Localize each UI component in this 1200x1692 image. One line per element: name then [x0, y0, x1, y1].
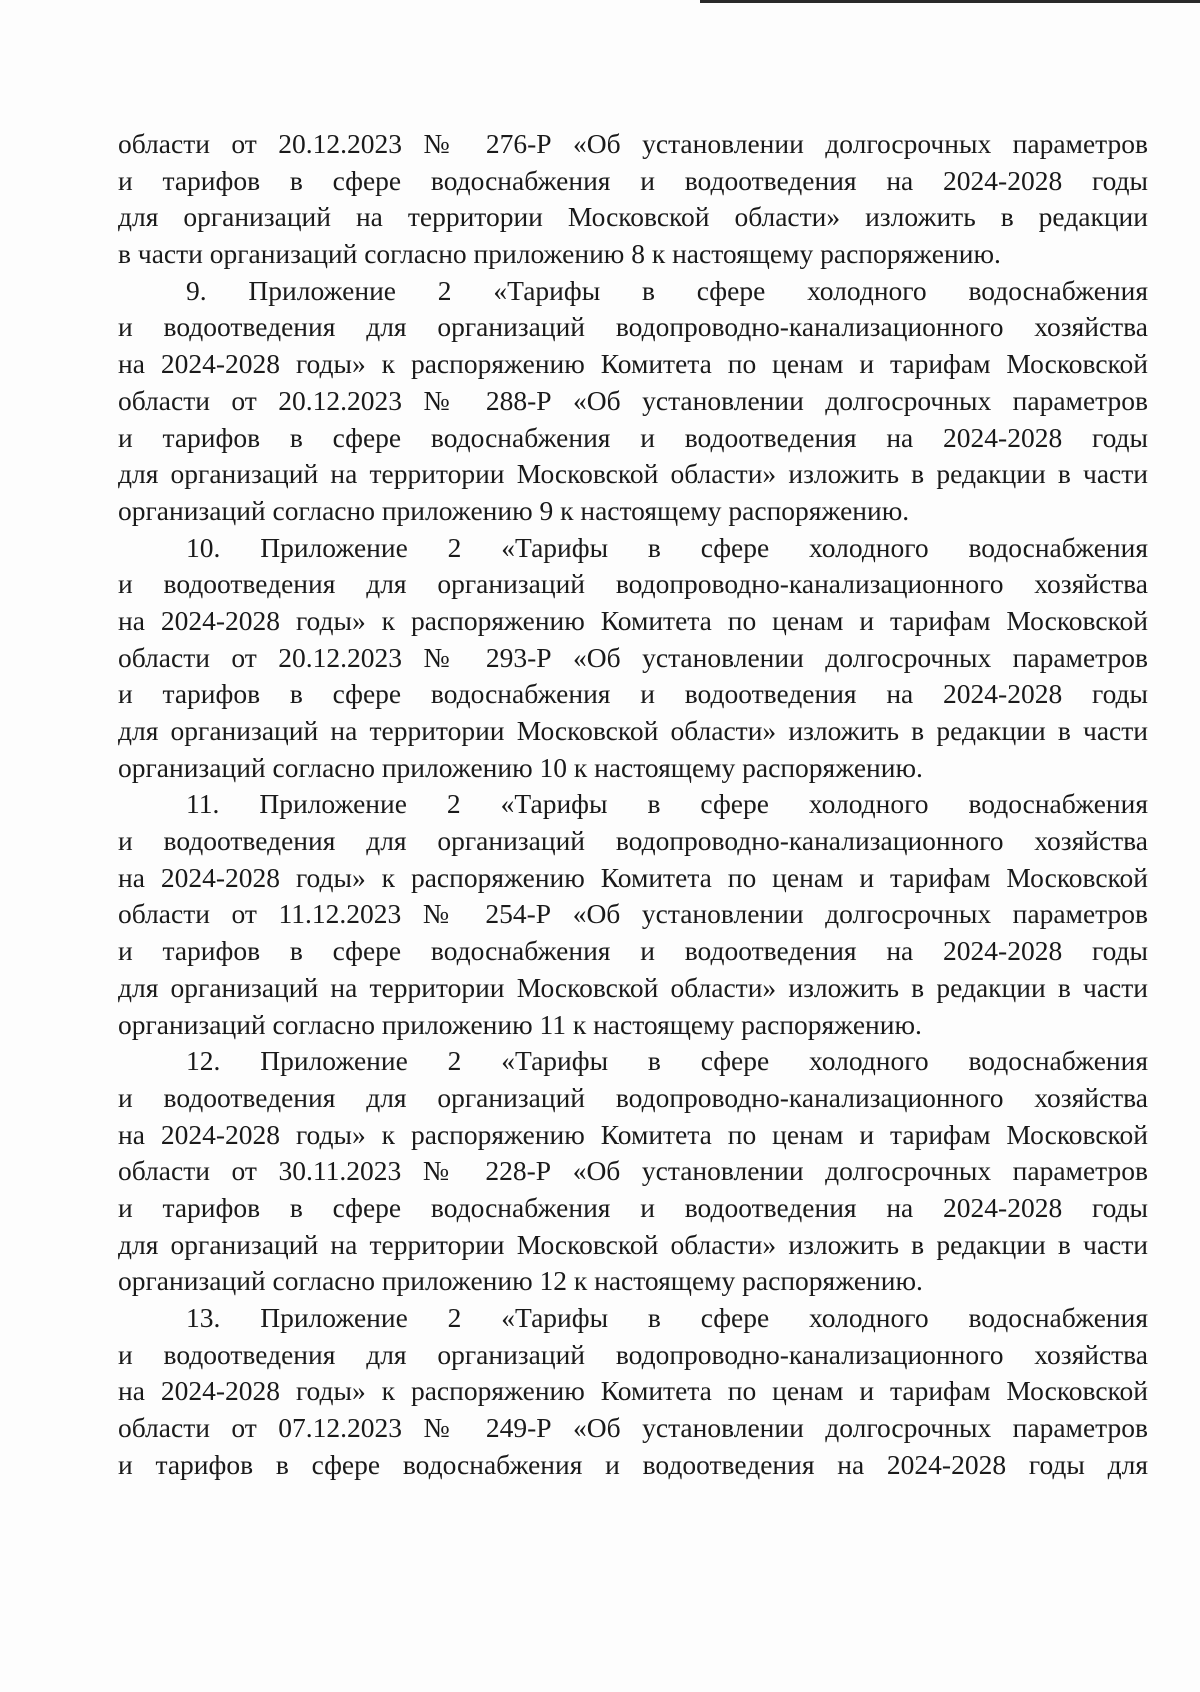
- text-line: на 2024-2028 годы» к распоряжению Комитета по ценам и тарифам Московской: [118, 604, 1148, 636]
- text-line: на 2024-2028 годы» к распоряжению Комитета по ценам и тарифам Московской: [118, 348, 1148, 380]
- paragraph-item-10: [118, 530, 1148, 787]
- text-line: и тарифов в сфере водоснабжения и водоотведения на 2024-2028 годы: [118, 1191, 1148, 1223]
- text-line: и водоотведения для организаций водопроводно-канализационного хозяйства: [118, 311, 1148, 343]
- text-line: в части организаций согласно приложению 8 к настоящему распоряжению.: [118, 238, 1001, 270]
- text-line: на 2024-2028 годы» к распоряжению Комитета по ценам и тарифам Московской: [118, 1118, 1148, 1150]
- text-line: организаций согласно приложению 10 к настоящему распоряжению.: [118, 751, 923, 783]
- text-line: на 2024-2028 годы» к распоряжению Комитета по ценам и тарифам Московской: [118, 1375, 1148, 1407]
- text-line: области от 20.12.2023 № 293-Р «Об установлении долгосрочных параметров: [118, 641, 1148, 673]
- text-line: и тарифов в сфере водоснабжения и водоотведения на 2024-2028 годы: [118, 164, 1148, 196]
- text-line: организаций согласно приложению 9 к настоящему распоряжению.: [118, 494, 910, 526]
- text-line: и тарифов в сфере водоснабжения и водоотведения на 2024-2028 годы: [118, 935, 1148, 967]
- text-line: и водоотведения для организаций водопроводно-канализационного хозяйства: [118, 568, 1148, 600]
- text-line: и тарифов в сфере водоснабжения и водоотведения на 2024-2028 годы: [118, 421, 1148, 453]
- text-line: на 2024-2028 годы» к распоряжению Комитета по ценам и тарифам Московской: [118, 861, 1148, 893]
- text-line: для организаций на территории Московской области» изложить в редакции в части: [118, 1228, 1148, 1260]
- paragraph-continuation: [118, 126, 1148, 273]
- text-line: 9. Приложение 2 «Тарифы в сфере холодного водоснабжения: [186, 274, 1148, 306]
- text-line: для организаций на территории Московской области» изложить в редакции в части: [118, 715, 1148, 746]
- text-line: области от 20.12.2023 № 288-Р «Об установлении долгосрочных параметров: [118, 384, 1148, 416]
- text-line: и тарифов в сфере водоснабжения и водоотведения на 2024-2028 годы для: [118, 1448, 1148, 1480]
- text-line: организаций согласно приложению 12 к настоящему распоряжению.: [118, 1265, 923, 1297]
- text-line: 12. Приложение 2 «Тарифы в сфере холодного водоснабжения: [186, 1045, 1148, 1077]
- text-line: области от 07.12.2023 № 249-Р «Об установлении долгосрочных параметров: [118, 1412, 1148, 1444]
- text-line: области от 30.11.2023 № 228-Р «Об установлении долгосрочных параметров: [118, 1155, 1148, 1187]
- text-line: 13. Приложение 2 «Тарифы в сфере холодного водоснабжения: [186, 1302, 1148, 1333]
- text-line: организаций согласно приложению 11 к настоящему распоряжению.: [118, 1008, 922, 1040]
- document-body: [118, 126, 1148, 1483]
- paragraph-item-9: [118, 273, 1148, 530]
- text-line: 10. Приложение 2 «Тарифы в сфере холодного водоснабжения: [186, 531, 1148, 563]
- text-line: области от 20.12.2023 № 276-Р «Об установлении долгосрочных параметров: [118, 128, 1148, 159]
- text-line: для организаций на территории Московской области» изложить в редакции в части: [118, 458, 1148, 490]
- top-edge-mark: [700, 0, 1200, 3]
- text-line: и тарифов в сфере водоснабжения и водоотведения на 2024-2028 годы: [118, 678, 1148, 710]
- text-line: для организаций на территории Московской области» изложить в редакции: [118, 201, 1148, 233]
- text-line: области от 11.12.2023 № 254-Р «Об установлении долгосрочных параметров: [118, 898, 1148, 930]
- text-line: и водоотведения для организаций водопроводно-канализационного хозяйства: [118, 825, 1148, 857]
- text-line: и водоотведения для организаций водопроводно-канализационного хозяйства: [118, 1081, 1148, 1113]
- paragraph-item-13: [118, 1300, 1148, 1483]
- text-line: для организаций на территории Московской области» изложить в редакции в части: [118, 971, 1148, 1003]
- text-line: и водоотведения для организаций водопроводно-канализационного хозяйства: [118, 1338, 1148, 1370]
- text-line: 11. Приложение 2 «Тарифы в сфере холодного водоснабжения: [186, 788, 1148, 820]
- paragraph-item-11: [118, 786, 1148, 1043]
- paragraph-item-12: [118, 1043, 1148, 1300]
